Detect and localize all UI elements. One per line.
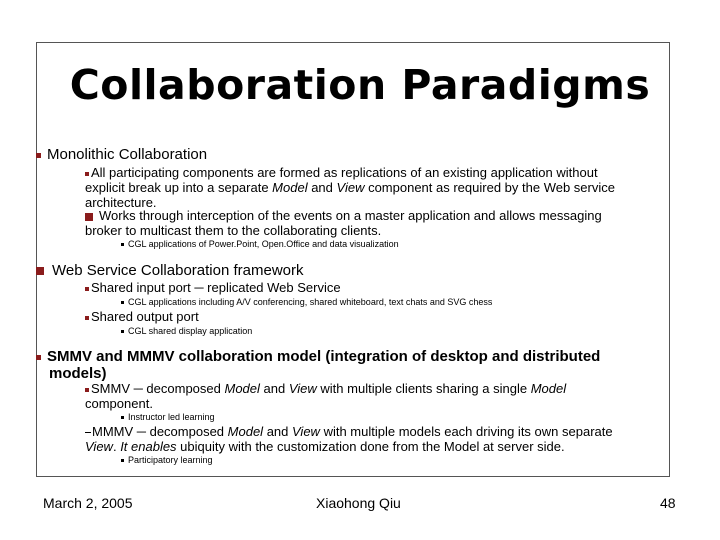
footer-page-number: 48 (660, 495, 676, 511)
section-smmv-heading: SMMV and MMMV collaboration model (integration of desktop and distributed models) (36, 348, 676, 383)
webservice-item-2: Shared output port (85, 310, 199, 325)
section-monolithic-heading: Monolithic Collaboration (36, 146, 207, 163)
smmv-item-2: MMMV ─ decomposed Model and View with multiple models each driving its own separate View. It enables ubiquity with the customization done from the Model at server side. (85, 424, 613, 454)
webservice-sub-1: CGL applications including A/V conferencing, shared whiteboard, text chats and SVG chess (121, 297, 492, 307)
dash-bullet-icon (85, 432, 91, 433)
footer-author: Xiaohong Qiu (316, 495, 401, 511)
bullet-icon (121, 301, 124, 304)
bullet-icon (121, 330, 124, 333)
bullet-icon (85, 213, 93, 221)
smmv-item-1: SMMV ─ decomposed Model and View with multiple clients sharing a single Model component. (85, 381, 567, 411)
webservice-sub-2: CGL shared display application (121, 326, 252, 336)
bullet-icon (36, 153, 41, 158)
smmv-sub-1: Instructor led learning (121, 412, 215, 422)
bullet-icon (85, 388, 89, 392)
monolithic-point-1: All participating components are formed as replications of an existing application without explicit break up into a separate Model and View component as required by the Web service architecture. (85, 165, 615, 210)
bullet-icon (121, 459, 124, 462)
monolithic-point-2: Works through interception of the events on a master application and allows messaging broker to multicast them to the collaborating clients. (85, 208, 602, 238)
footer-date: March 2, 2005 (43, 495, 133, 511)
slide-title: Collaboration Paradigms (69, 61, 651, 109)
smmv-sub-2: Participatory learning (121, 455, 213, 465)
bullet-icon (36, 267, 44, 275)
monolithic-sub-1: CGL applications of Power.Point, Open.Office and data visualization (121, 239, 399, 249)
section-webservice-heading: Web Service Collaboration framework (36, 262, 304, 279)
bullet-icon (121, 243, 124, 246)
bullet-icon (36, 355, 41, 360)
bullet-icon (121, 416, 124, 419)
webservice-item-1: Shared input port ─ replicated Web Service (85, 281, 341, 296)
bullet-icon (85, 172, 89, 176)
bullet-icon (85, 287, 89, 291)
bullet-icon (85, 316, 89, 320)
